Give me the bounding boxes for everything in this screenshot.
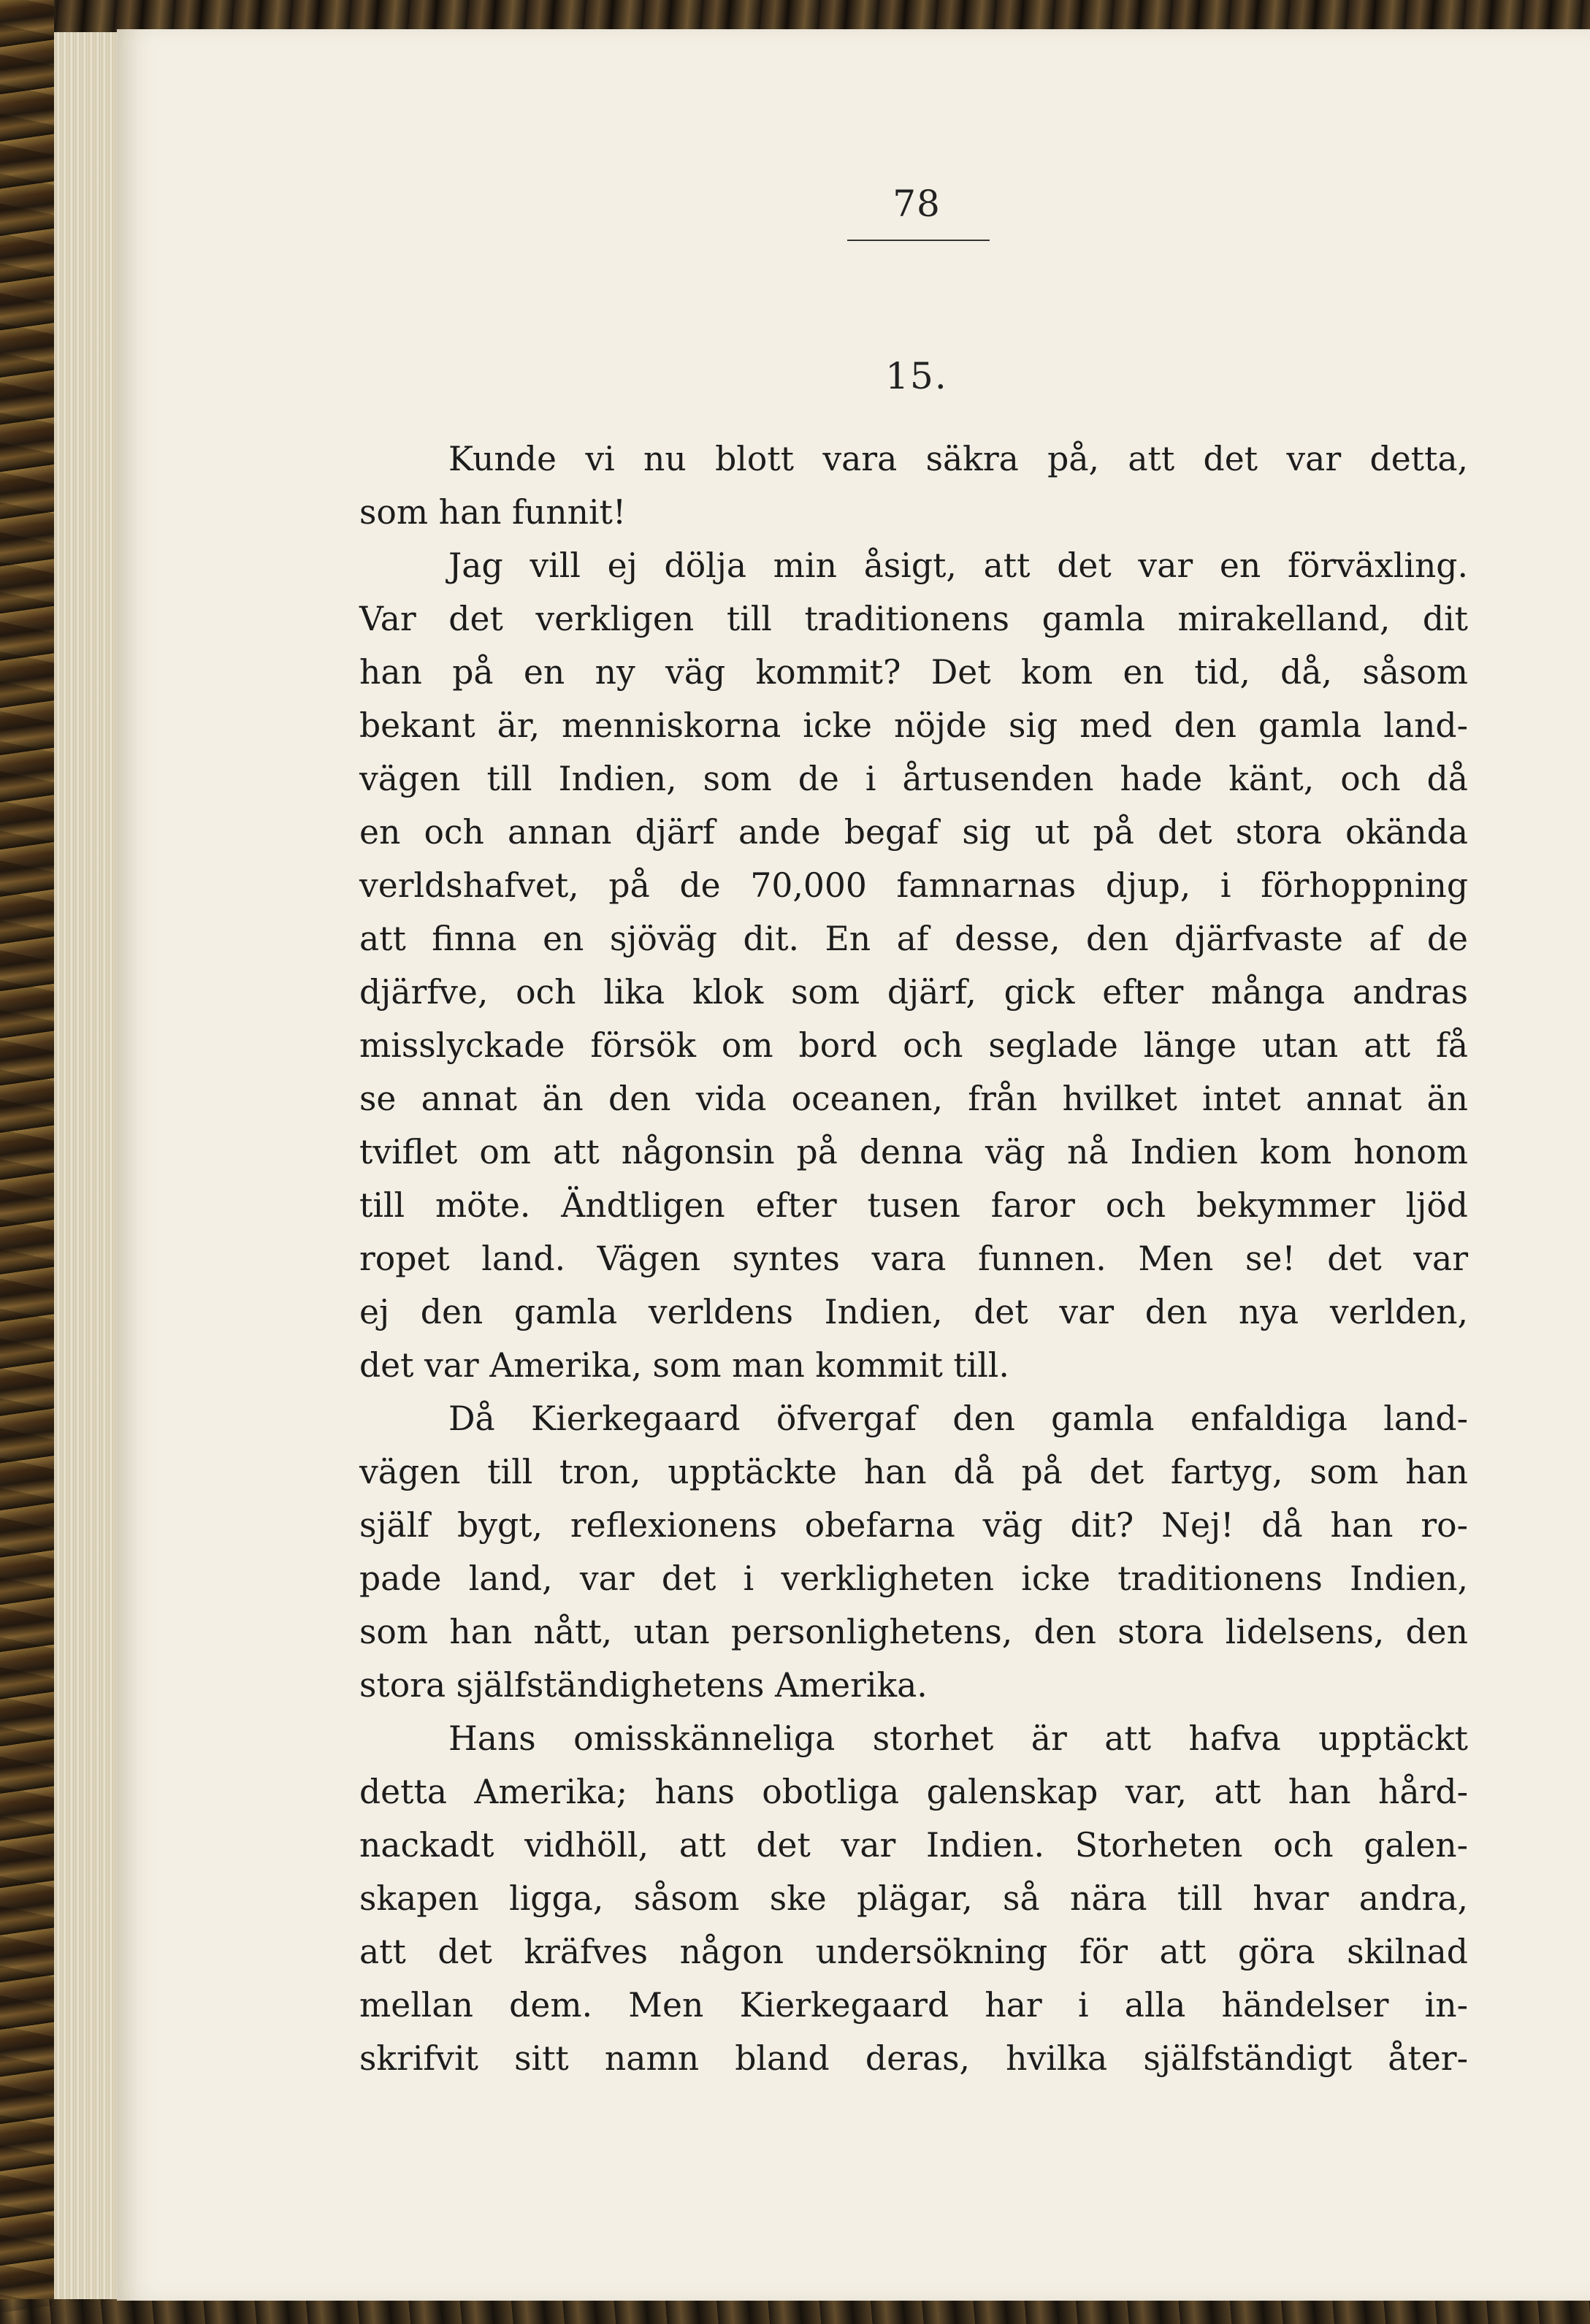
text-line: djärfve, och lika klok som djärf, gick efter många andras xyxy=(359,973,1468,1012)
body-text xyxy=(359,432,1468,2085)
page-stack-edge xyxy=(54,32,120,2299)
text-line: ej den gamla verldens Indien, det var den nya verlden, xyxy=(359,1293,1468,1331)
text-line: skrifvit sitt namn bland deras, hvilka själfständigt åter- xyxy=(359,2039,1468,2078)
book-cover-left-edge xyxy=(0,0,54,2324)
text-line: Hans omisskänneliga storhet är att hafva upptäckt xyxy=(448,1719,1468,1758)
text-line: Var det verkligen till traditionens gamla mirakelland, dit xyxy=(359,600,1468,638)
text-line: Då Kierkegaard öfvergaf den gamla enfaldiga land- xyxy=(448,1399,1468,1438)
text-line: detta Amerika; hans obotliga galenskap var, att han hård- xyxy=(359,1773,1468,1811)
text-line: skapen ligga, såsom ske plägar, så nära till hvar andra, xyxy=(359,1879,1468,1918)
text-line: mellan dem. Men Kierkegaard har i alla händelser in- xyxy=(359,1986,1468,2025)
section-number: 15. xyxy=(885,355,948,397)
book-cover-bottom-edge xyxy=(0,2299,1590,2324)
text-line: Jag vill ej dölja min åsigt, att det var en förväxling. xyxy=(448,546,1468,585)
text-line: verldshafvet, på de 70,000 famnarnas djup, i förhoppning xyxy=(359,866,1468,905)
text-line: misslyckade försök om bord och seglade länge utan att få xyxy=(359,1026,1468,1065)
text-line: vägen till Indien, som de i årtusenden hade känt, och då xyxy=(359,760,1468,798)
text-line: stora själfständighetens Amerika. xyxy=(359,1666,928,1705)
text-line: pade land, var det i verkligheten icke traditionens Indien, xyxy=(359,1559,1468,1598)
text-line: se annat än den vida oceanen, från hvilket intet annat än xyxy=(359,1079,1468,1118)
text-line: som han nått, utan personlighetens, den stora lidelsens, den xyxy=(359,1613,1468,1651)
text-line: en och annan djärf ande begaf sig ut på det stora okända xyxy=(359,813,1468,852)
text-line: att det kräfves någon undersökning för att göra skilnad xyxy=(359,1933,1468,1971)
text-line: det var Amerika, som man kommit till. xyxy=(359,1346,1009,1385)
text-line: Kunde vi nu blott vara säkra på, att det var detta, xyxy=(448,440,1468,478)
text-line: själf bygt, reflexionens obefarna väg dit? Nej! då han ro- xyxy=(359,1506,1468,1545)
text-line: tviflet om att någonsin på denna väg nå Indien kom honom xyxy=(359,1133,1468,1171)
page-number: 78 xyxy=(893,183,941,225)
page-number-rule xyxy=(847,240,990,241)
text-line: nackadt vidhöll, att det var Indien. Storheten och galen- xyxy=(359,1826,1468,1865)
text-line: han på en ny väg kommit? Det kom en tid, då, såsom xyxy=(359,653,1468,692)
text-line: vägen till tron, upptäckte han då på det fartyg, som han xyxy=(359,1453,1468,1491)
text-line: ropet land. Vägen syntes vara funnen. Men se! det var xyxy=(359,1239,1468,1278)
text-line: till möte. Ändtligen efter tusen faror och bekymmer ljöd xyxy=(359,1186,1468,1225)
text-line: att finna en sjöväg dit. En af desse, den djärfvaste af de xyxy=(359,920,1468,958)
text-line: bekant är, menniskorna icke nöjde sig med den gamla land- xyxy=(359,706,1468,745)
text-line: som han funnit! xyxy=(359,493,627,532)
